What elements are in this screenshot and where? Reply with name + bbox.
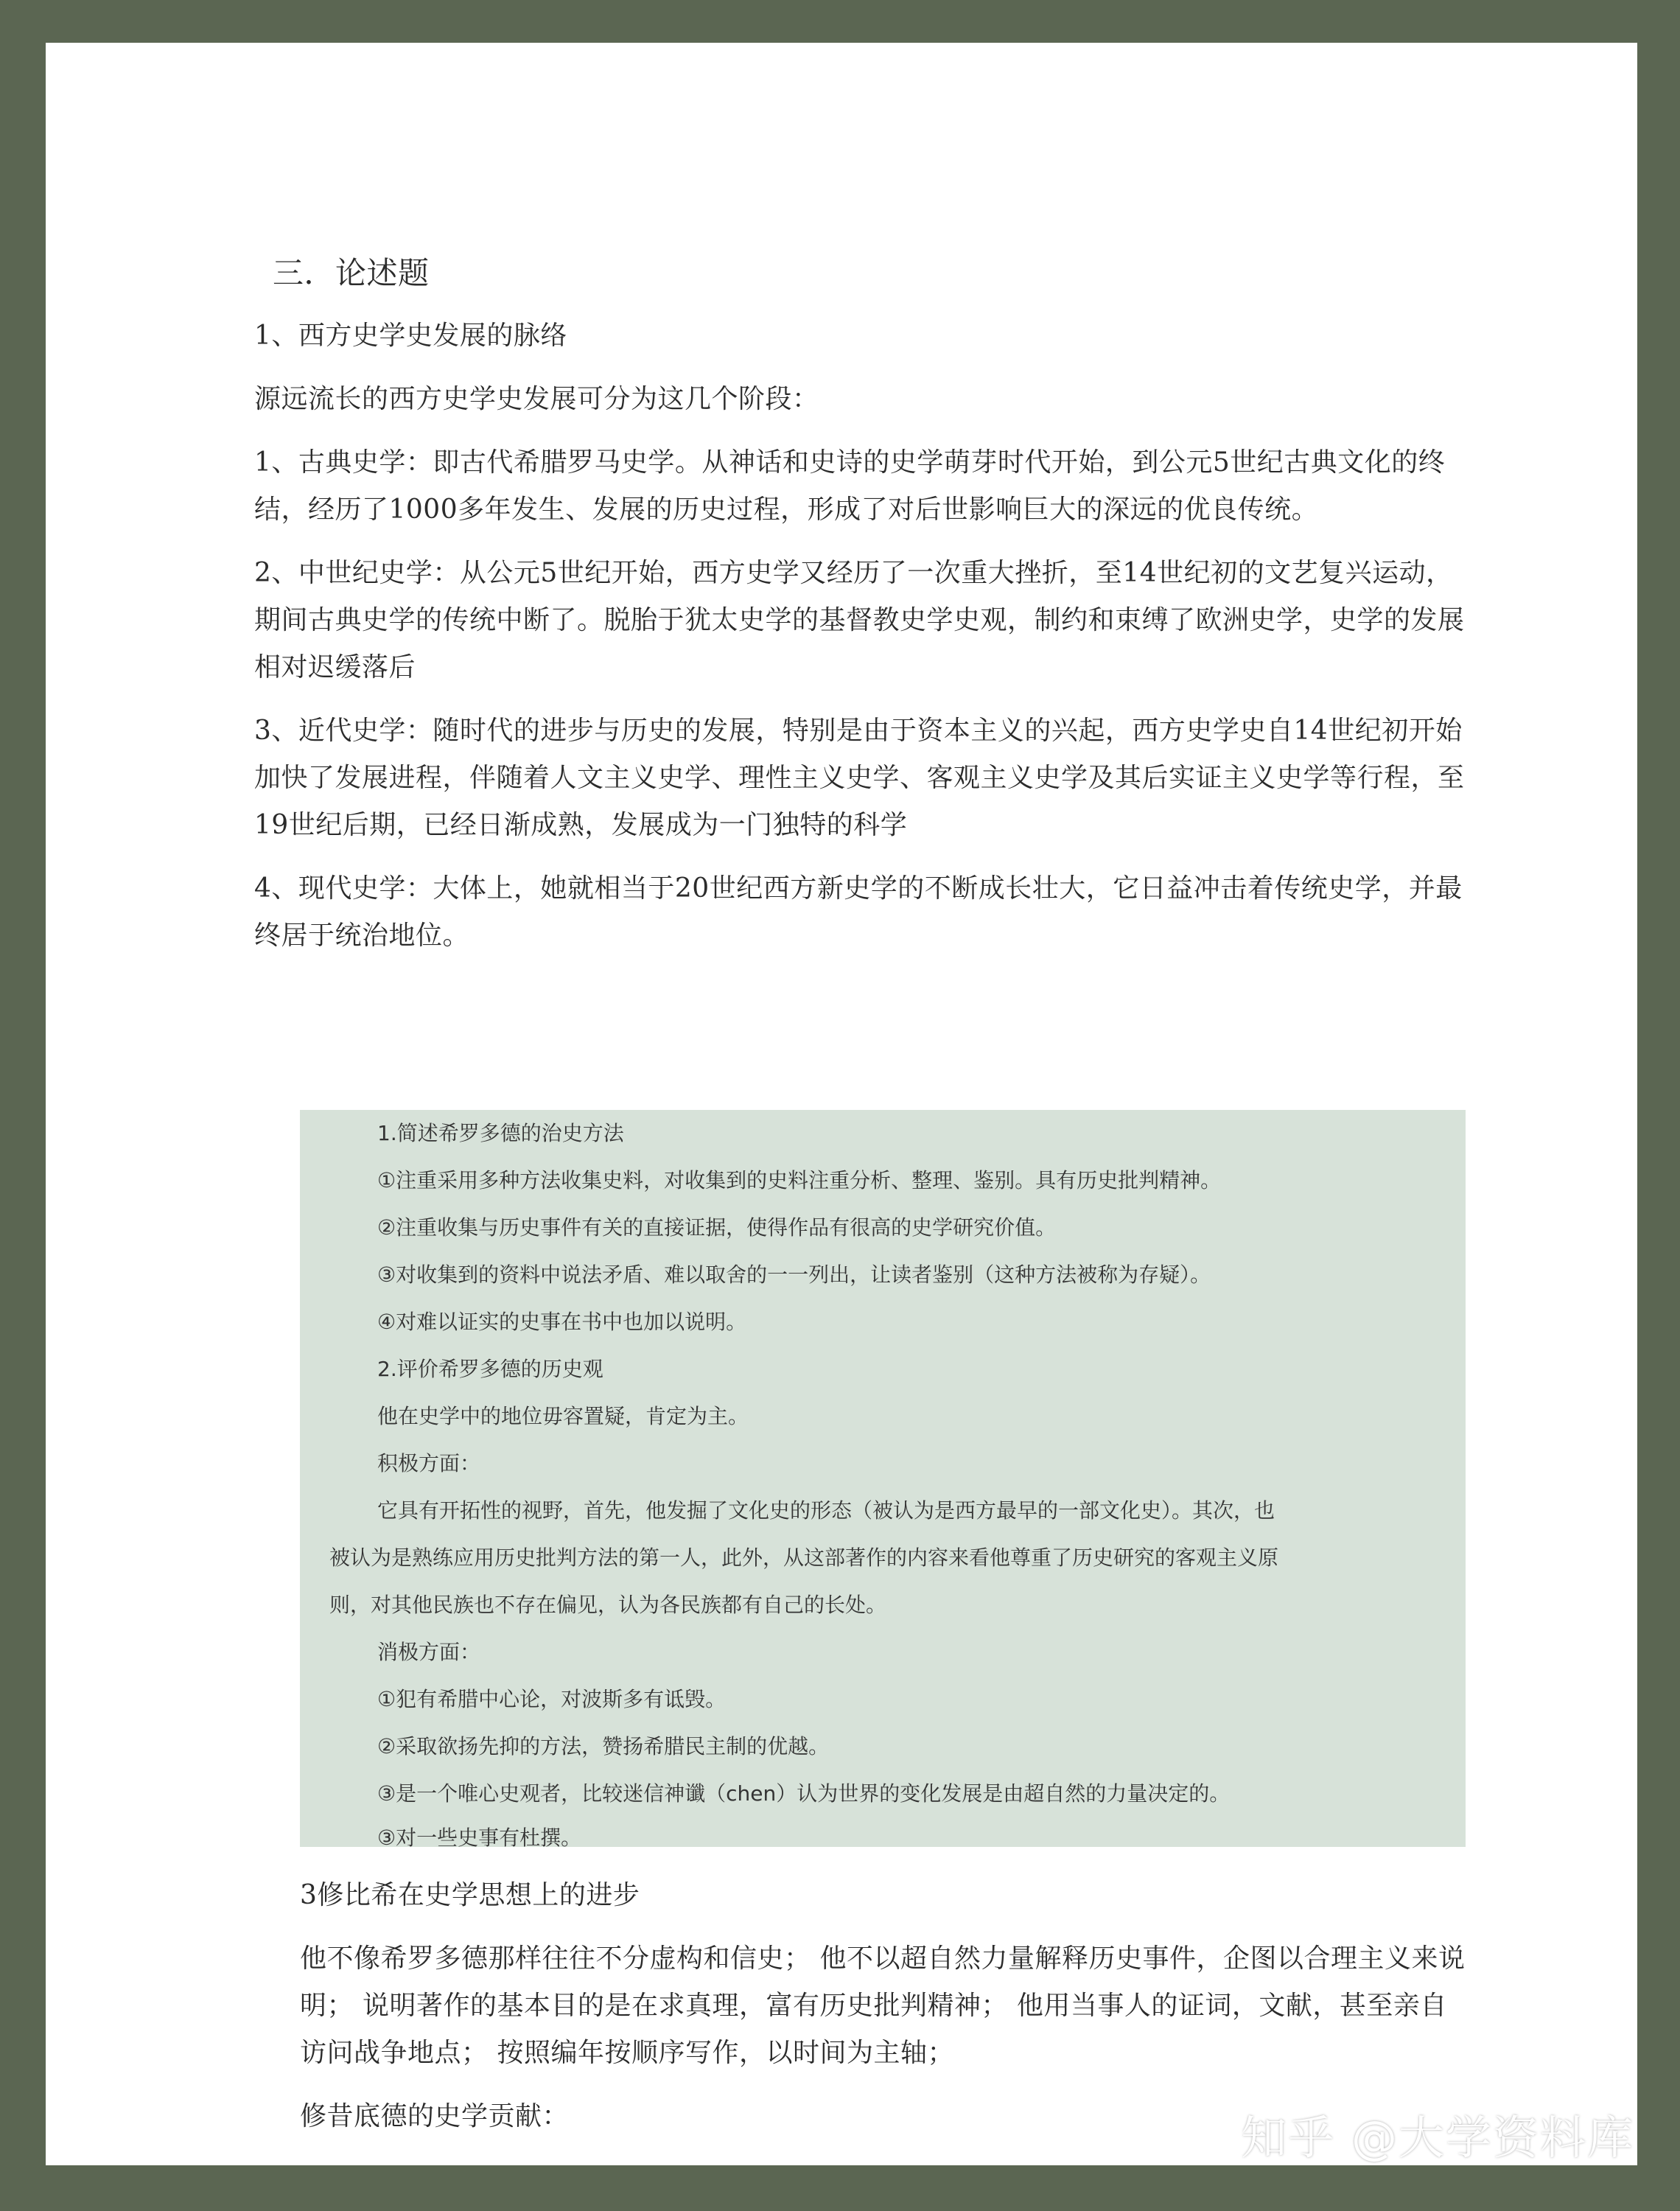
inset-line: 2.评价希罗多德的历史观: [377, 1357, 603, 1381]
inset-line: ①犯有希腊中心论，对波斯多有诋毁。: [377, 1687, 727, 1711]
inset-line: ③对收集到的资料中说法矛盾、难以取舍的一一列出，让读者鉴别（这种方法被称为存疑）。: [377, 1262, 1211, 1287]
inset-line: 被认为是熟练应用历史批判方法的第一人，此外，从这部著作的内容来看他尊重了历史研究的客观主义原: [329, 1545, 1279, 1570]
embedded-screenshot: [300, 1110, 1466, 1847]
main-text: [254, 248, 1477, 976]
section-heading: 三．论述题: [273, 255, 430, 291]
stage-4-paragraph: 4、现代史学：大体上，她就相当于20世纪西方新史学的不断成长壮大，它日益冲击着传统史学，并最终居于统治地位。: [254, 873, 1463, 951]
stage-1-paragraph: 1、古典史学：即古代希腊罗马史学。从神话和史诗的史学萌芽时代开始，到公元5世纪古典文化的终结，经历了1000多年发生、发展的历史过程，形成了对后世影响巨大的深远的优良传统。: [254, 447, 1446, 525]
question-1-title: 1、西方史学史发展的脉络: [254, 321, 567, 351]
inset-line: 它具有开拓性的视野，首先，他发掘了文化史的形态（被认为是西方最早的一部文化史）。其次，也: [377, 1498, 1275, 1523]
question-3-body: 他不像希罗多德那样往往不分虚构和信史； 他不以超自然力量解释历史事件，企图以合理主义来说明； 说明著作的基本目的是在求真理，富有历史批判精神； 他用当事人的证词，文献，甚至亲自访问战争地点； 按照编年按顺序写作，以时间为主轴；: [300, 1943, 1466, 2068]
inset-line: 则，对其他民族也不存在偏见，认为各民族都有自己的长处。: [329, 1593, 887, 1617]
stage-3-paragraph: 3、近代史学：随时代的进步与历史的发展，特别是由于资本主义的兴起，西方史学史自14世纪初开始加快了发展进程，伴随着人文主义史学、理性主义史学、客观主义史学及其后实证主义史学等行程，至19世纪后期，已经日渐成熟，发展成为一门独特的科学: [254, 716, 1465, 840]
question-4-title: 修昔底德的史学贡献：: [300, 2101, 570, 2131]
intro-paragraph: 源远流长的西方史学史发展可分为这几个阶段：: [254, 384, 819, 414]
inset-line: ②注重收集与历史事件有关的直接证据，使得作品有很高的史学研究价值。: [377, 1215, 1057, 1240]
document-page: [46, 43, 1637, 2165]
inset-line: ②采取欲扬先抑的方法，赞扬希腊民主制的优越。: [377, 1734, 830, 1758]
inset-line: ③是一个唯心史观者，比较迷信神谶（chen）认为世界的变化发展是由超自然的力量决定的。: [377, 1781, 1231, 1806]
question-3-title: 3修比希在史学思想上的进步: [300, 1880, 640, 1910]
watermark: 知乎 @大学资料库: [1241, 2111, 1634, 2165]
inset-line: 他在史学中的地位毋容置疑，肯定为主。: [377, 1404, 749, 1428]
inset-line: 积极方面：: [377, 1451, 481, 1475]
inset-line: ①注重采用多种方法收集史料，对收集到的史料注重分析、整理、鉴别。具有历史批判精神。: [377, 1168, 1222, 1192]
inset-line: ④对难以证实的史事在书中也加以说明。: [377, 1310, 747, 1334]
inset-line: 消极方面：: [377, 1640, 481, 1664]
inset-line: 1.简述希罗多德的治史方法: [377, 1121, 624, 1145]
inset-line: ③对一些史事有杜撰。: [377, 1826, 582, 1847]
stage-2-paragraph: 2、中世纪史学：从公元5世纪开始，西方史学又经历了一次重大挫折，至14世纪初的文艺复兴运动，期间古典史学的传统中断了。脱胎于犹太史学的基督教史学史观，制约和束缚了欧洲史学，史学的发展相对迟缓落后: [254, 558, 1465, 682]
